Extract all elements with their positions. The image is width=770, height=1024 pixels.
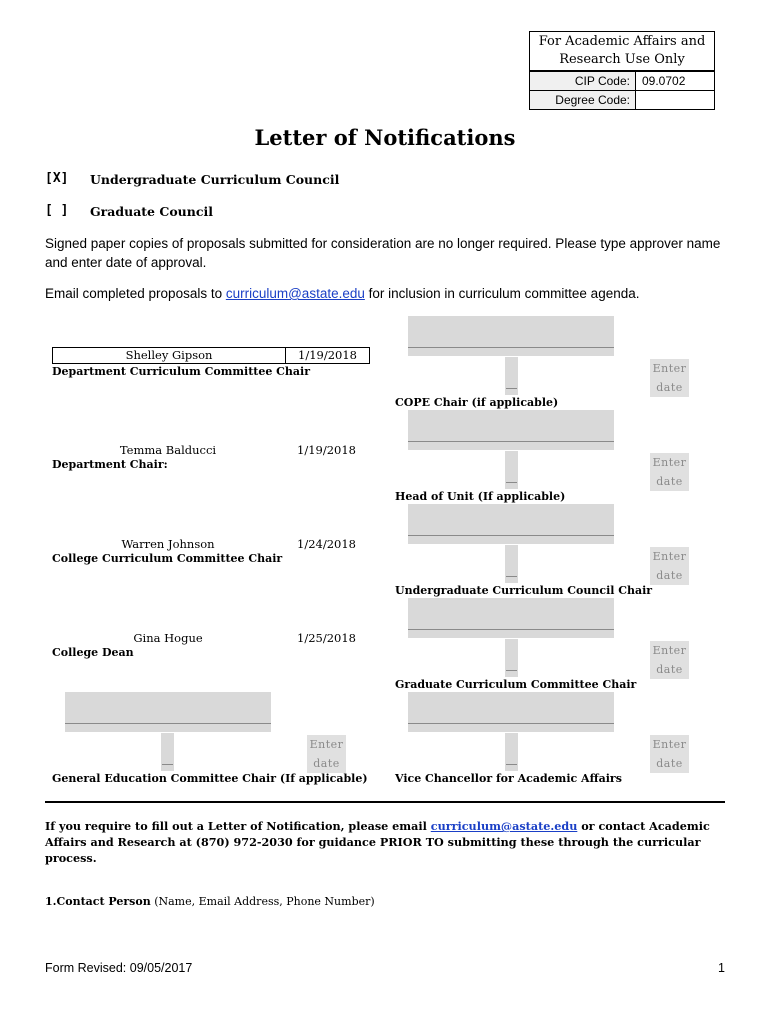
enter-date-text: date	[313, 757, 340, 770]
grad-committee-chair-signature-field[interactable]	[505, 639, 518, 677]
section-divider	[45, 801, 725, 803]
head-of-unit-name-field[interactable]	[408, 410, 614, 450]
dept-chair-label: Department Chair:	[52, 458, 168, 471]
head-of-unit-signature-field[interactable]	[505, 451, 518, 489]
page-number: 1	[718, 961, 725, 975]
enter-date-text: Enter	[652, 738, 687, 751]
graduate-council-label: Graduate Council	[90, 204, 213, 219]
contact-person-hint: (Name, Email Address, Phone Number)	[150, 895, 375, 908]
vice-chancellor-label: Vice Chancellor for Academic Affairs	[395, 772, 622, 785]
email-instructions	[45, 284, 725, 303]
college-dean-name[interactable]: Gina Hogue	[133, 631, 203, 645]
contact-number: 1.	[45, 895, 57, 908]
cope-chair-name-field[interactable]	[408, 316, 614, 356]
college-curriculum-chair-date[interactable]: 1/24/2018	[297, 537, 356, 551]
cip-code-row	[530, 71, 714, 90]
enter-date-text: date	[656, 475, 683, 488]
grad-committee-chair-date-field[interactable]	[650, 641, 689, 679]
gen-ed-chair-signature-field[interactable]	[161, 733, 174, 771]
undergraduate-council-checkbox[interactable]: [X]	[45, 171, 69, 186]
enter-date-text: date	[656, 569, 683, 582]
enter-date-text: date	[656, 757, 683, 770]
vice-chancellor-signature-field[interactable]	[505, 733, 518, 771]
form-revised-date: Form Revised: 09/05/2017	[45, 961, 193, 975]
notice-text	[45, 818, 735, 866]
ugcc-chair-date-field[interactable]	[650, 547, 689, 585]
gen-ed-chair-label: General Education Committee Chair (If applicable)	[52, 772, 368, 785]
cip-code-label: CIP Code:	[530, 72, 636, 90]
graduate-council-checkbox[interactable]: [ ]	[45, 203, 69, 218]
dept-chair-date[interactable]: 1/19/2018	[297, 443, 356, 457]
enter-date-text: Enter	[309, 738, 344, 751]
degree-code-row	[530, 90, 714, 109]
college-curriculum-chair-name[interactable]: Warren Johnson	[121, 537, 215, 551]
email-suffix: for inclusion in curriculum committee agenda.	[364, 286, 640, 301]
curriculum-email-link[interactable]: curriculum@astate.edu	[225, 286, 365, 301]
ugcc-chair-signature-field[interactable]	[505, 545, 518, 583]
degree-code-label: Degree Code:	[530, 91, 636, 109]
cope-chair-signature-field[interactable]	[505, 357, 518, 395]
enter-date-text: date	[656, 663, 683, 676]
office-use-title: For Academic Affairs and Research Use Only	[530, 32, 714, 71]
dept-curriculum-chair-name[interactable]: Shelley Gipson	[53, 348, 286, 363]
vice-chancellor-date-field[interactable]	[650, 735, 689, 773]
undergraduate-council-label: Undergraduate Curriculum Council	[90, 172, 340, 187]
contact-person-line	[45, 895, 375, 908]
notice-email-link[interactable]: curriculum@astate.edu	[430, 819, 578, 833]
enter-date-text: Enter	[652, 456, 687, 469]
notice-prefix: If you require to fill out a Letter of Notification, please email	[45, 819, 431, 833]
page-title: Letter of Notifications	[254, 125, 516, 150]
ugcc-chair-label: Undergraduate Curriculum Council Chair	[395, 584, 653, 597]
dept-curriculum-chair-date[interactable]: 1/19/2018	[298, 348, 357, 362]
degree-code-field[interactable]	[636, 91, 714, 109]
instructions-text: Signed paper copies of proposals submitted for consideration are no longer required. Please type approver name and enter date of approval.	[45, 236, 721, 270]
enter-date-text: date	[656, 381, 683, 394]
dept-curriculum-fields	[52, 347, 370, 364]
head-of-unit-label: Head of Unit (If applicable)	[395, 490, 566, 503]
grad-committee-chair-label: Graduate Curriculum Committee Chair	[395, 678, 637, 691]
college-dean-date[interactable]: 1/25/2018	[297, 631, 356, 645]
office-use-box	[529, 31, 715, 110]
enter-date-text: Enter	[652, 362, 687, 375]
college-dean-label: College Dean	[52, 646, 134, 659]
dept-chair-name[interactable]: Temma Balducci	[119, 443, 217, 457]
gen-ed-chair-date-field[interactable]	[307, 735, 346, 773]
gen-ed-chair-name-field[interactable]	[65, 692, 271, 732]
cip-code-field[interactable]: 09.0702	[642, 74, 686, 88]
head-of-unit-date-field[interactable]	[650, 453, 689, 491]
cope-chair-label: COPE Chair (if applicable)	[395, 396, 559, 409]
notice-suffix: or contact Academic Affairs and Research at (870) 972-2030 for guidance PRIOR TO submitting these through the curricular process.	[45, 819, 710, 865]
enter-date-text: Enter	[652, 644, 687, 657]
college-curriculum-chair-label: College Curriculum Committee Chair	[52, 552, 283, 565]
grad-committee-chair-name-field[interactable]	[408, 598, 614, 638]
dept-curriculum-chair-label: Department Curriculum Committee Chair	[52, 365, 311, 378]
email-prefix: Email completed proposals to	[45, 286, 226, 301]
ugcc-chair-name-field[interactable]	[408, 504, 614, 544]
cope-chair-date-field[interactable]	[650, 359, 689, 397]
contact-person-label: Contact Person	[56, 895, 151, 908]
enter-date-text: Enter	[652, 550, 687, 563]
vice-chancellor-name-field[interactable]	[408, 692, 614, 732]
